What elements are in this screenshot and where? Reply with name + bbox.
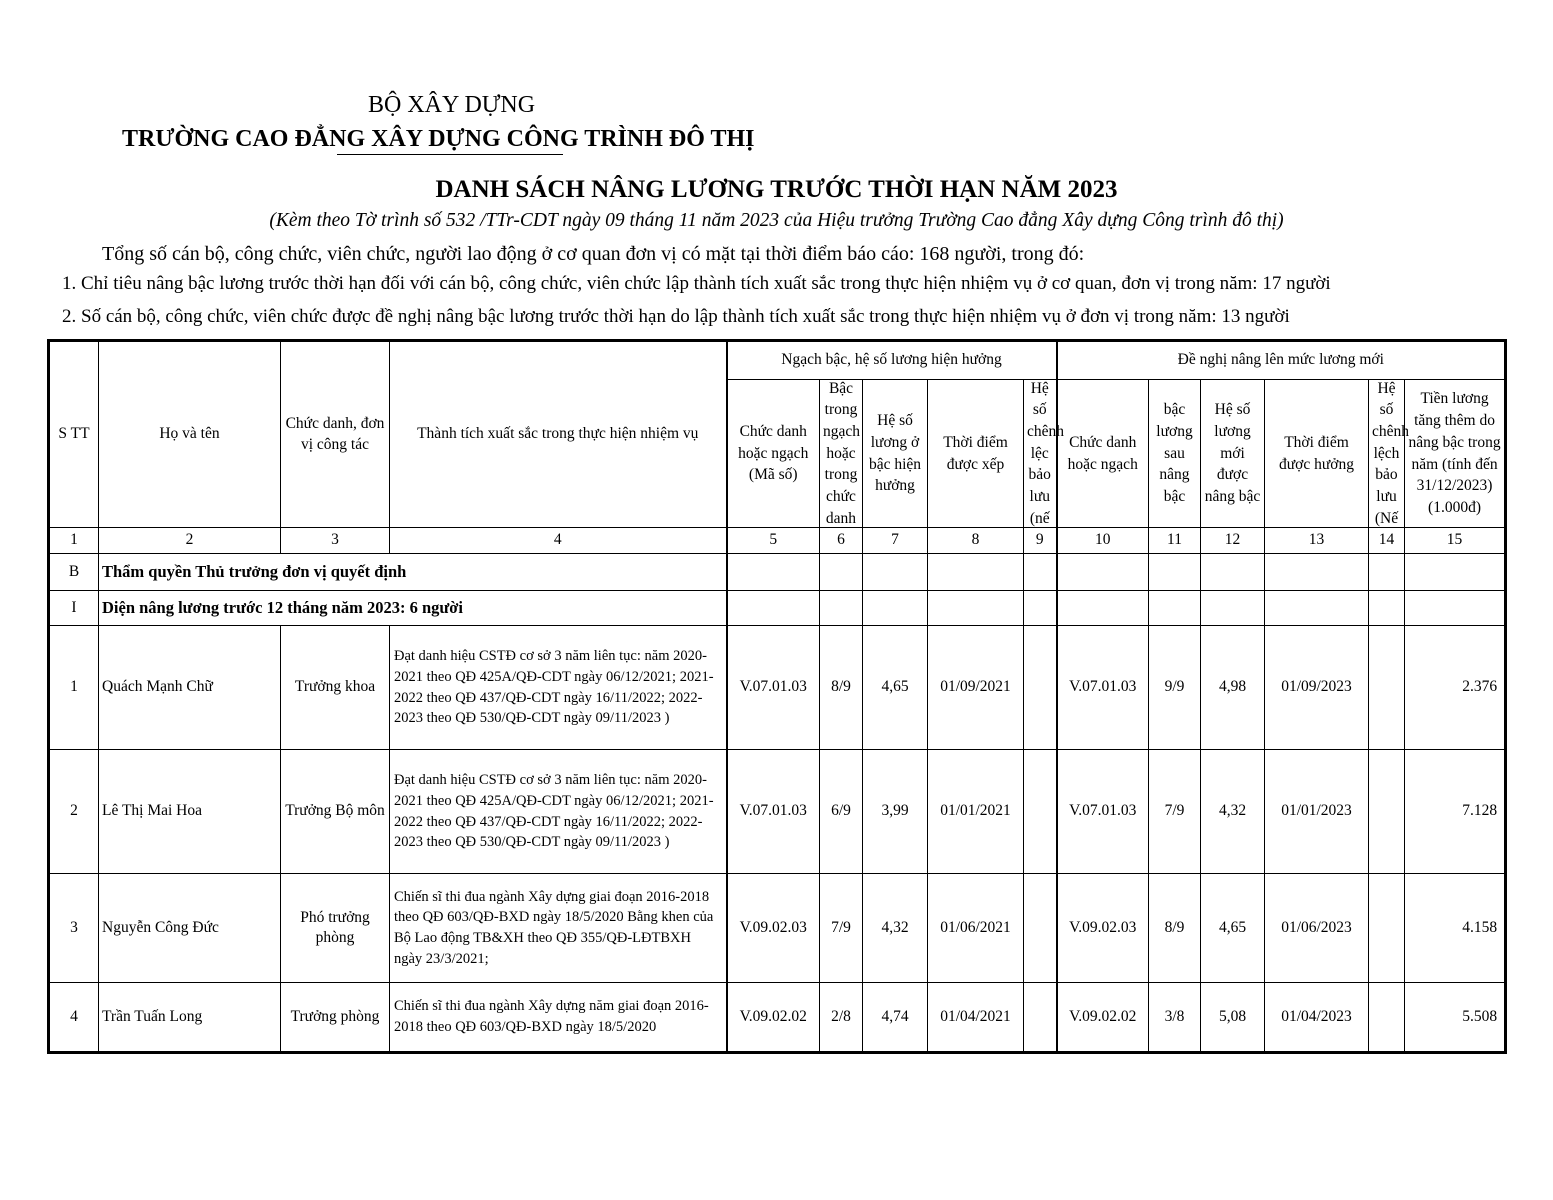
row-name: Trần Tuấn Long: [99, 983, 281, 1053]
row-current-date: 01/09/2021: [928, 626, 1024, 750]
col-header-new-code: Chức danh hoặc ngạch: [1057, 380, 1149, 528]
row-achievement: Đạt danh hiệu CSTĐ cơ sở 3 năm liên tục: năm 2020-2021 theo QĐ 425A/QĐ-CDT ngày 06/12/2021; 2021-2022 theo QĐ 437/QĐ-CDT ngày 16/11/2022; 2022-2023 theo QĐ 530/QĐ-CDT ngày 09/11/2023 ): [390, 750, 727, 874]
col-header-new-date: Thời điểm được hưởng: [1265, 380, 1369, 528]
row-stt: 2: [49, 750, 99, 874]
col-header-current-date: Thời điểm được xếp: [928, 380, 1024, 528]
col-number: 13: [1265, 528, 1369, 554]
school-underline: [337, 154, 563, 155]
row-current-reserve: [1024, 983, 1057, 1053]
row-new-reserve: [1369, 983, 1405, 1053]
col-header-position: Chức danh, đơn vị công tác: [281, 341, 390, 528]
col-header-new-coef: Hệ số lương mới được nâng bậc: [1201, 380, 1265, 528]
row-name: Lê Thị Mai Hoa: [99, 750, 281, 874]
row-current-step: 6/9: [820, 750, 863, 874]
row-current-date: 01/01/2021: [928, 750, 1024, 874]
row-current-date: 01/06/2021: [928, 874, 1024, 983]
section-code: I: [49, 591, 99, 626]
row-current-coef: 4,65: [863, 626, 928, 750]
col-header-current-step: [820, 380, 863, 528]
row-name: Nguyễn Công Đức: [99, 874, 281, 983]
row-current-step: 7/9: [820, 874, 863, 983]
section-label: Diện nâng lương trước 12 tháng năm 2023: 6 người: [99, 591, 727, 626]
row-name: Quách Mạnh Chữ: [99, 626, 281, 750]
row-new-code: V.09.02.02: [1057, 983, 1149, 1053]
col-number: 10: [1057, 528, 1149, 554]
row-new-coef: 4,32: [1201, 750, 1265, 874]
group-header-current-salary: Ngạch bậc, hệ số lương hiện hưởng: [727, 341, 1057, 380]
col-number: 12: [1201, 528, 1265, 554]
row-stt: 1: [49, 626, 99, 750]
col-header-new-step: bậc lương sau nâng bậc: [1149, 380, 1201, 528]
row-achievement: Chiến sĩ thi đua ngành Xây dựng giai đoạn 2016-2018 theo QĐ 603/QĐ-BXD ngày 18/5/2020 Bằng khen của Bộ Lao động TB&XH theo QĐ 355/QĐ-LĐTBXH ngày 23/3/2021;: [390, 874, 727, 983]
col-header-name: Họ và tên: [99, 341, 281, 528]
row-new-date: 01/06/2023: [1265, 874, 1369, 983]
col-number: 15: [1405, 528, 1506, 554]
col-header-stt: S TT: [49, 341, 99, 528]
row-new-code: V.07.01.03: [1057, 626, 1149, 750]
row-new-step: 7/9: [1149, 750, 1201, 874]
current-step-header-text: Bậc trong ngạch hoặc trong chức danh: [823, 379, 861, 527]
row-current-code: V.09.02.03: [727, 874, 820, 983]
col-number: 11: [1149, 528, 1201, 554]
row-current-step: 8/9: [820, 626, 863, 750]
row-new-date: 01/01/2023: [1265, 750, 1369, 874]
row-stt: 4: [49, 983, 99, 1053]
row-new-step: 8/9: [1149, 874, 1201, 983]
section-label: Thẩm quyền Thủ trưởng đơn vị quyết định: [99, 554, 727, 591]
col-header-current-code: Chức danh hoặc ngạch (Mã số): [727, 380, 820, 528]
col-number: 9: [1024, 528, 1057, 554]
col-number: 2: [99, 528, 281, 554]
col-number: 8: [928, 528, 1024, 554]
row-current-date: 01/04/2021: [928, 983, 1024, 1053]
col-header-current-reserve: [1024, 379, 1065, 528]
row-position: Trưởng phòng: [281, 983, 390, 1053]
row-current-coef: 3,99: [863, 750, 928, 874]
col-number: 6: [820, 528, 863, 554]
quota-line: 1. Chỉ tiêu nâng bậc lương trước thời hạn đối với cán bộ, công chức, viên chức lập thành tích xuất sắc trong thực hiện nhiệm vụ ở cơ quan, đơn vị trong năm: 17 người: [62, 273, 1331, 294]
col-number: 5: [727, 528, 820, 554]
section-row-b: [49, 554, 1506, 591]
school-name: TRƯỜNG CAO ĐẲNG XÂY DỰNG CÔNG TRÌNH ĐÔ THỊ: [122, 126, 755, 152]
row-achievement: Đạt danh hiệu CSTĐ cơ sở 3 năm liên tục: năm 2020-2021 theo QĐ 425A/QĐ-CDT ngày 06/12/2021; 2021-2022 theo QĐ 437/QĐ-CDT ngày 16/11/2022; 2022-2023 theo QĐ 530/QĐ-CDT ngày 09/11/2023 ): [390, 626, 727, 750]
row-position: Trưởng khoa: [281, 626, 390, 750]
row-new-reserve: [1369, 750, 1405, 874]
row-increase: 7.128: [1405, 750, 1506, 874]
row-current-step: 2/8: [820, 983, 863, 1053]
ministry-name: BỘ XÂY DỰNG: [368, 92, 536, 118]
row-stt: 3: [49, 874, 99, 983]
row-position: Trưởng Bộ môn: [281, 750, 390, 874]
row-new-coef: 4,65: [1201, 874, 1265, 983]
col-header-current-coef: Hệ số lương ở bậc hiện hưởng: [863, 380, 928, 528]
row-new-step: 9/9: [1149, 626, 1201, 750]
table-row: [49, 626, 1506, 750]
col-header-increase: Tiền lương tăng thêm do nâng bậc trong năm (tính đến 31/12/2023) (1.000đ): [1405, 380, 1506, 528]
document-title: DANH SÁCH NÂNG LƯƠNG TRƯỚC THỜI HẠN NĂM 2023: [435, 176, 1118, 203]
row-current-code: V.07.01.03: [727, 750, 820, 874]
row-new-date: 01/09/2023: [1265, 626, 1369, 750]
row-new-code: V.07.01.03: [1057, 750, 1149, 874]
row-new-step: 3/8: [1149, 983, 1201, 1053]
col-header-achievement: Thành tích xuất sắc trong thực hiện nhiệm vụ: [390, 341, 727, 528]
col-number: 7: [863, 528, 928, 554]
current-reserve-header-text: Hệ số chênh lệc bảo lưu (nế: [1027, 379, 1065, 527]
row-current-reserve: [1024, 626, 1057, 750]
col-number: 4: [390, 528, 727, 554]
row-achievement: Chiến sĩ thi đua ngành Xây dựng năm giai đoạn 2016-2018 theo QĐ 603/QĐ-BXD ngày 18/5/2020: [390, 983, 727, 1053]
col-number: 3: [281, 528, 390, 554]
col-header-new-reserve: [1369, 379, 1410, 528]
table-row: [49, 750, 1506, 874]
col-number: 14: [1369, 528, 1405, 554]
document-subtitle: (Kèm theo Tờ trình số 532 /TTr-CDT ngày 09 tháng 11 năm 2023 của Hiệu trưởng Trường Cao đẳng Xây dựng Công trình đô thị): [269, 210, 1284, 231]
salary-table: [47, 339, 1507, 1054]
row-new-code: V.09.02.03: [1057, 874, 1149, 983]
table-row: [49, 983, 1506, 1053]
row-new-coef: 5,08: [1201, 983, 1265, 1053]
row-new-reserve: [1369, 874, 1405, 983]
section-row-i: [49, 591, 1506, 626]
row-increase: 4.158: [1405, 874, 1506, 983]
row-current-code: V.07.01.03: [727, 626, 820, 750]
staff-summary: Tổng số cán bộ, công chức, viên chức, người lao động ở cơ quan đơn vị có mặt tại thời điểm báo cáo: 168 người, trong đó:: [102, 243, 1085, 265]
row-new-coef: 4,98: [1201, 626, 1265, 750]
row-current-coef: 4,32: [863, 874, 928, 983]
new-reserve-header-text: Hệ số chênh lệch bảo lưu (Nế: [1372, 379, 1410, 527]
col-number: 1: [49, 528, 99, 554]
row-increase: 2.376: [1405, 626, 1506, 750]
row-current-reserve: [1024, 874, 1057, 983]
section-code: B: [49, 554, 99, 591]
row-current-reserve: [1024, 750, 1057, 874]
row-increase: 5.508: [1405, 983, 1506, 1053]
group-header-new-salary: Đề nghị nâng lên mức lương mới: [1057, 341, 1506, 380]
row-new-date: 01/04/2023: [1265, 983, 1369, 1053]
table-row: [49, 874, 1506, 983]
row-current-coef: 4,74: [863, 983, 928, 1053]
proposed-count-line: 2. Số cán bộ, công chức, viên chức được đề nghị nâng bậc lương trước thời hạn do lập thành tích xuất sắc trong thực hiện nhiệm vụ ở đơn vị trong năm: 13 người: [62, 306, 1290, 327]
row-current-code: V.09.02.02: [727, 983, 820, 1053]
row-position: Phó trưởng phòng: [281, 874, 390, 983]
row-new-reserve: [1369, 626, 1405, 750]
